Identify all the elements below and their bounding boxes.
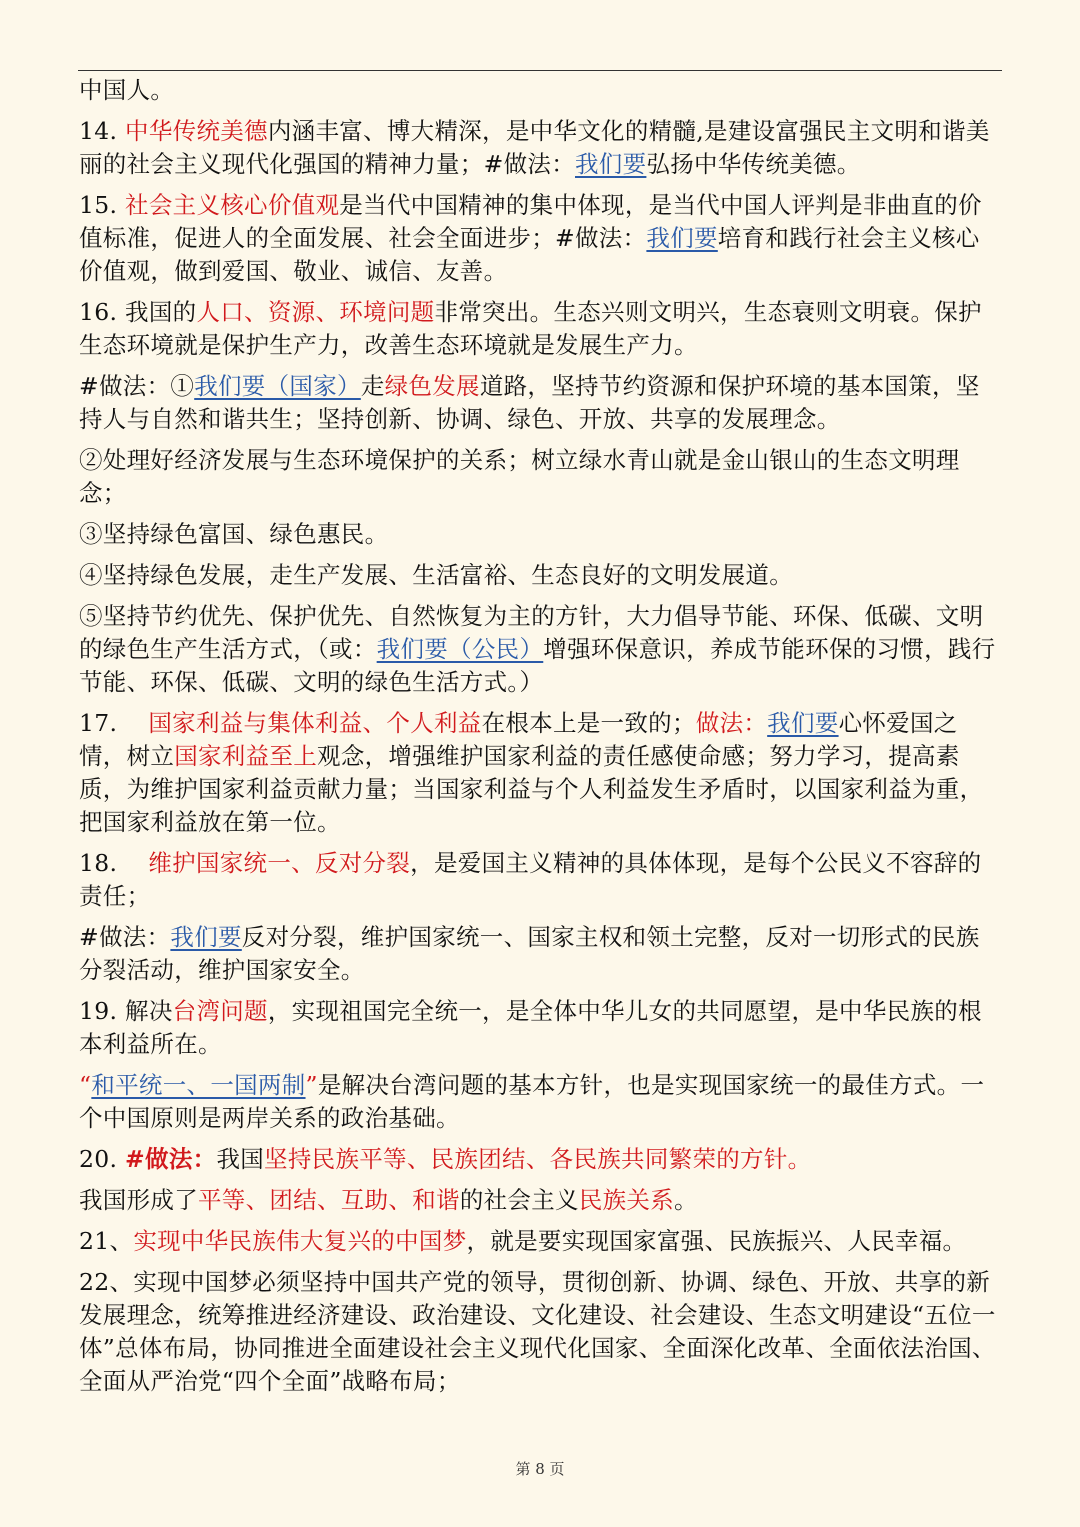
text-run: #做法： (79, 923, 171, 951)
paragraph (79, 1225, 1003, 1258)
text-run: 中国人。 (79, 76, 175, 104)
text-run: 19. 解决 (79, 997, 173, 1025)
highlight-link-text: 我们要 (767, 709, 839, 737)
key-term-text: 民族关系 (578, 1186, 675, 1214)
text-run: 我国 (216, 1145, 265, 1173)
paragraph (79, 1266, 1003, 1398)
text-run: ，实现祖国完全统一，是全体中华儿女的共同愿望，是中华民族的根本利益所在。 (79, 997, 982, 1058)
paragraph (79, 600, 1003, 699)
paragraph (79, 518, 1003, 551)
key-term-text: 社会主义核心价值观 (125, 191, 340, 219)
highlight-link-text: 和平统一、一国两制 (91, 1071, 306, 1099)
text-run: ④坚持绿色发展，走生产发展、生活富裕、生态良好的文明发展道。 (79, 561, 793, 589)
paragraph (79, 1184, 1003, 1217)
text-run: 培育和践行社会主义核心价值观，做到爱国、敬业、诚信、友善。 (79, 224, 980, 285)
header-rule (78, 70, 1002, 71)
key-term-text: 绿色发展 (384, 372, 480, 400)
text-run: 弘扬中华传统美德。 (646, 150, 861, 178)
text-run: 22、实现中国梦必须坚持中国共产党的领导，贯彻创新、协调、绿色、开放、共享的新发展理念，统筹推进经济建设、政治建设、文化建设、社会建设、生态文明建设“五位一体”总体布局，协同推进全面建设社会主义现代化国家、全面深化改革、全面依法治国、全面从严治党“四个全面”战略布局； (79, 1268, 996, 1395)
text-run: 在根本上是一致的； (481, 709, 696, 737)
text-run: 我国形成了 (79, 1186, 198, 1214)
text-run: 21、 (79, 1227, 134, 1255)
key-term-text: 做法： (695, 709, 768, 737)
text-run: 非常突出。生态兴则文明兴，生态衰则文明衰。保护生态环境就是保护生产力，改善生态环境就是发展生产力。 (79, 298, 982, 359)
page-number: 第 8 页 (515, 1460, 565, 1478)
text-run: 反对分裂，维护国家统一、国家主权和领土完整，反对一切形式的民族分裂活动，维护国家安全。 (79, 923, 980, 984)
paragraph (79, 370, 1003, 436)
text-run: 20. (79, 1145, 126, 1173)
highlight-link-text: 我们要（公民） (376, 635, 544, 663)
key-term-text: 坚持民族平等、民族团结、各民族共同繁荣的方针。 (264, 1145, 812, 1173)
text-run: 16. 我国的 (79, 298, 197, 326)
text-run: 是当代中国精神的集中体现，是当代中国人评判是非曲直的价值标准，促进人的全面发展、社会全面进步；#做法： (79, 191, 982, 252)
text-run: 14. (79, 117, 126, 145)
paragraph (79, 559, 1003, 592)
key-term-text: 人口、资源、环境问题 (196, 298, 435, 326)
highlight-link-text: 我们要 (646, 224, 718, 252)
text-run: ⑤坚持节约优先、保护优先、自然恢复为主的方针，大力倡导节能、环保、低碳、文明的绿色生产生活方式，（或： (79, 602, 984, 663)
highlight-link-text: 我们要（国家） (194, 372, 361, 400)
key-term-text: 实现中华民族伟大复兴的中国梦 (133, 1227, 467, 1255)
text-run: 观念，增强维护国家利益的责任感使命感；努力学习，提高素质，为维护国家利益贡献力量；当国家利益与个人利益发生矛盾时，以国家利益为重，把国家利益放在第一位。 (79, 742, 984, 836)
key-term-text: 台湾问题 (172, 997, 268, 1025)
key-term-text: “ (79, 1071, 92, 1099)
paragraph (79, 995, 1003, 1061)
text-run: #做法：① (79, 372, 195, 400)
paragraph (79, 1069, 1003, 1135)
key-term-text: 维护国家统一、反对分裂 (148, 849, 411, 877)
text-run: 走 (360, 372, 385, 400)
paragraph (79, 74, 1003, 107)
highlight-link-text: 我们要 (575, 150, 647, 178)
text-run: 内涵丰富、博大精深，是中华文化的精髓,是建设富强民主文明和谐美丽的社会主义现代化强国的精神力量；#做法： (79, 117, 990, 178)
paragraph (79, 189, 1003, 288)
paragraph (79, 707, 1003, 839)
text-run: 15. (79, 191, 126, 219)
paragraph (79, 296, 1003, 362)
key-term-text: 中华传统美德 (125, 117, 268, 145)
text-run: 18. (79, 849, 149, 877)
text-run: ③坚持绿色富国、绿色惠民。 (79, 520, 389, 548)
text-run: 心怀爱国之情，树立 (79, 709, 958, 770)
text-run: ②处理好经济发展与生态环境保护的关系；树立绿水青山就是金山银山的生态文明理念； (79, 446, 960, 507)
text-run: ，就是要实现国家富强、民族振兴、人民幸福。 (466, 1227, 967, 1255)
paragraph (79, 921, 1003, 987)
text-run: 17. (79, 709, 149, 737)
text-run: 道路，坚持节约资源和保护环境的基本国策，坚持人与自然和谐共生；坚持创新、协调、绿色、开放、共享的发展理念。 (79, 372, 980, 433)
paragraph (79, 115, 1003, 181)
key-term-text: 平等、团结、互助、和谐 (198, 1186, 460, 1214)
text-run: 是解决台湾问题的基本方针，也是实现国家统一的最佳方式。一个中国原则是两岸关系的政治基础。 (79, 1071, 985, 1132)
text-run: ，是爱国主义精神的具体体现，是每个公民义不容辞的责任； (79, 849, 982, 910)
key-term-text: #做法： (125, 1145, 217, 1173)
highlight-link-text: 我们要 (170, 923, 242, 951)
text-run: 。 (674, 1186, 698, 1214)
paragraph (79, 847, 1003, 913)
paragraph (79, 444, 1003, 510)
key-term-text: 国家利益与集体利益、个人利益 (148, 709, 482, 737)
key-term-text: 国家利益至上 (174, 742, 318, 770)
text-run: 增强环保意识，养成节能环保的习惯，践行节能、环保、低碳、文明的绿色生活方式。） (79, 635, 996, 696)
key-term-text: ” (305, 1071, 318, 1099)
text-run: 的社会主义 (459, 1186, 579, 1214)
paragraph (79, 1143, 1003, 1176)
document-body (79, 74, 1003, 1406)
